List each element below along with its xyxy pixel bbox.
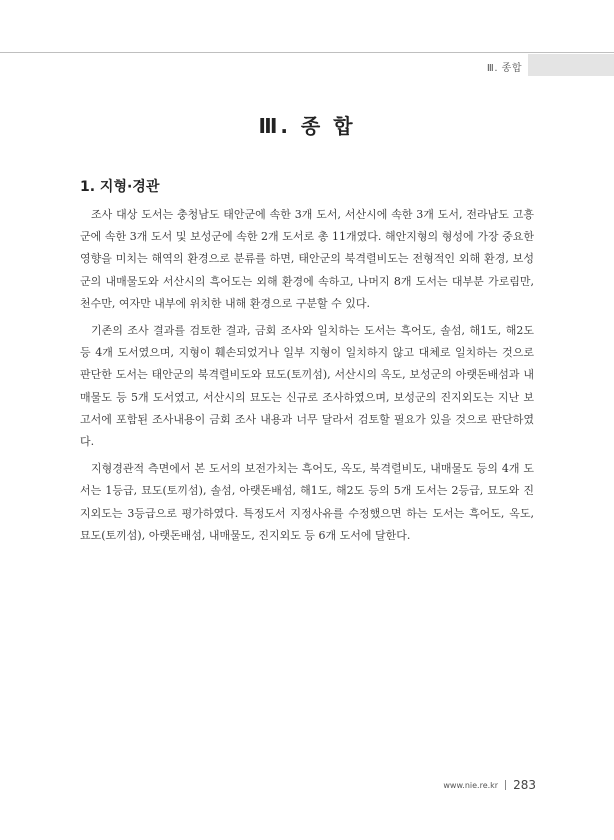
header-rule: [0, 52, 614, 53]
footer-url: www.nie.re.kr: [443, 780, 499, 790]
chapter-title: Ⅲ. 종 합: [258, 114, 356, 138]
footer-divider: [505, 780, 506, 790]
page-footer: [443, 778, 536, 792]
body-text: [80, 204, 534, 552]
paragraph-1: 조사 대상 도서는 충청남도 태안군에 속한 3개 도서, 서산시에 속한 3개 도서, 전라남도 고흥군에 속한 3개 도서 및 보성군에 속한 2개 도서로 총 11개였다. 해안지형의 형성에 가장 중요한 영향을 미치는 해역의 환경으로 분류를 하면, 태안군의 북격렬비도는 전형적인 외해 환경, 보성군의 내매물도와 서산시의 흑어도는 외해 환경에 속하고, 나머지 8개 도서는 대부분 가로림만, 천수만, 여자만 내부에 위치한 내해 환경으로 구분할 수 있다.: [80, 208, 534, 310]
page-number: 283: [513, 778, 536, 792]
paragraph-2: 기존의 조사 결과를 검토한 결과, 금회 조사와 일치하는 도서는 흑어도, 솔섬, 해1도, 해2도 등 4개 도서였으며, 지형이 훼손되었거나 일부 지형이 일치하지 않고 대체로 일치하는 것으로 판단한 도서는 태안군의 북격렬비도와 묘도(토끼섬), 서산시의 옥도, 보성군의 아랫돈배섬과 내매물도 등 5개 도서였고, 서산시의 묘도는 신규로 조사하였으며, 보성군의 진지외도는 지난 보고서에 포함된 조사내용이 금회 조사 내용과 너무 달라서 검토할 필요가 있을 것으로 판단하였다.: [80, 324, 534, 449]
header-tab-block: [528, 54, 614, 76]
section-heading: 1. 지형·경관: [80, 179, 160, 195]
running-header-title: Ⅲ. 종합: [486, 63, 522, 74]
paragraph-3: 지형경관적 측면에서 본 도서의 보전가치는 흑어도, 옥도, 북격렬비도, 내매물도 등의 4개 도서는 1등급, 묘도(토끼섬), 솔섬, 아랫돈배섬, 해1도, 해2도 등의 5개 도서는 2등급, 묘도와 진지외도는 3등급으로 평가하였다. 특정도서 지정사유를 수정했으면 하는 도서는 흑어도, 옥도, 묘도(토끼섬), 아랫돈배섬, 내매물도, 진지외도 등 6개 도서에 달한다.: [80, 462, 534, 542]
